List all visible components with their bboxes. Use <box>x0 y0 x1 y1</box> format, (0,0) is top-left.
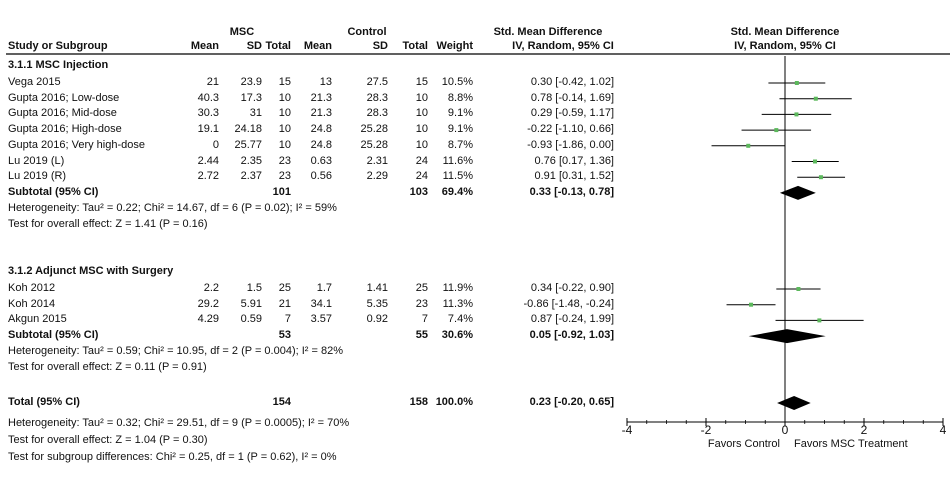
subtotal-msc-total: 101 <box>272 185 291 198</box>
study-ci: -0.86 [-1.48, -0.24] <box>523 297 614 310</box>
study-weight: 8.8% <box>447 91 473 104</box>
subgroup-overall-effect: Test for overall effect: Z = 1.41 (P = 0.16) <box>8 217 208 230</box>
msc-sd: 24.18 <box>234 123 262 136</box>
subtotal-label: Subtotal (95% CI) <box>8 329 99 342</box>
study-weight: 11.9% <box>442 282 473 294</box>
study-weight: 11.3% <box>442 297 473 310</box>
total-diamond <box>777 396 811 410</box>
header-total1: Total <box>265 40 291 52</box>
study-name: Gupta 2016; Low-dose <box>8 91 120 104</box>
header-sd1: SD <box>246 40 262 52</box>
control-total: 7 <box>421 313 428 326</box>
total-msc-n: 154 <box>272 396 291 408</box>
control-total: 10 <box>415 123 428 136</box>
subgroup-title: 3.1.1 MSC Injection <box>8 59 109 71</box>
msc-mean: 30.3 <box>197 107 219 120</box>
msc-total: 15 <box>278 76 291 88</box>
point-estimate <box>814 97 818 101</box>
control-mean: 13 <box>319 76 332 88</box>
control-sd: 28.3 <box>366 91 388 104</box>
study-name: Gupta 2016; High-dose <box>8 123 122 136</box>
subgroup-overall-effect: Test for overall effect: Z = 0.11 (P = 0.91) <box>8 360 207 373</box>
point-estimate <box>795 81 799 85</box>
study-ci: 0.78 [-0.14, 1.69] <box>530 91 614 104</box>
msc-mean: 2.2 <box>203 282 219 294</box>
point-estimate <box>749 303 753 307</box>
header-mean1: Mean <box>190 40 219 52</box>
study-ci: 0.30 [-0.42, 1.02] <box>530 76 614 88</box>
msc-mean: 0 <box>212 138 219 151</box>
control-sd: 2.29 <box>366 170 388 183</box>
control-sd: 0.92 <box>366 313 388 326</box>
subtotal-label: Subtotal (95% CI) <box>8 185 99 198</box>
subgroup-heterogeneity: Heterogeneity: Tau² = 0.22; Chi² = 14.67, df = 6 (P = 0.02); I² = 59% <box>8 201 337 214</box>
header-smd-left-sub: IV, Random, 95% CI <box>512 40 614 52</box>
msc-sd: 0.59 <box>240 313 262 326</box>
msc-total: 21 <box>278 297 291 310</box>
point-estimate <box>746 144 750 148</box>
study-ci: 0.91 [0.31, 1.52] <box>534 170 614 183</box>
control-mean: 24.8 <box>310 138 332 151</box>
control-sd: 25.28 <box>360 123 388 136</box>
subgroup-title: 3.1.2 Adjunct MSC with Surgery <box>8 265 174 277</box>
subtotal-diamond <box>749 329 826 343</box>
total-control-n: 158 <box>409 396 428 408</box>
total-ci: 0.23 [-0.20, 0.65] <box>529 396 614 408</box>
subtotal-control-total: 103 <box>409 185 428 198</box>
x-tick-label: -4 <box>621 423 633 437</box>
control-total: 24 <box>415 170 428 183</box>
header-study: Study or Subgroup <box>8 40 108 52</box>
header-smd-right: Std. Mean Difference <box>730 26 840 38</box>
subtotal-control-total: 55 <box>415 329 428 342</box>
study-ci: 0.29 [-0.59, 1.17] <box>530 107 614 120</box>
subtotal-ci: 0.33 [-0.13, 0.78] <box>529 185 614 198</box>
x-tick-label: -2 <box>700 423 712 437</box>
control-total: 25 <box>415 282 428 294</box>
msc-mean: 19.1 <box>197 123 219 136</box>
msc-sd: 2.37 <box>240 170 262 183</box>
control-total: 10 <box>415 107 428 120</box>
control-total: 24 <box>415 154 428 167</box>
favors-msc-label: Favors MSC Treatment <box>794 438 908 450</box>
control-total: 23 <box>415 297 428 310</box>
msc-total: 10 <box>278 91 291 104</box>
control-mean: 21.3 <box>310 107 332 120</box>
control-mean: 24.8 <box>310 123 332 136</box>
study-ci: 0.87 [-0.24, 1.99] <box>530 313 614 326</box>
total-label: Total (95% CI) <box>8 396 80 408</box>
control-sd: 2.31 <box>366 154 388 167</box>
study-weight: 10.5% <box>441 76 473 88</box>
msc-mean: 2.72 <box>197 170 219 183</box>
msc-total: 10 <box>278 123 291 136</box>
study-name: Lu 2019 (L) <box>8 154 65 167</box>
control-total: 10 <box>415 138 428 151</box>
point-estimate <box>819 175 823 179</box>
total-overall-effect: Test for overall effect: Z = 1.04 (P = 0.30) <box>8 434 208 446</box>
header-control: Control <box>347 26 387 38</box>
control-mean: 0.63 <box>310 154 332 167</box>
control-sd: 28.3 <box>366 107 388 120</box>
study-name: Lu 2019 (R) <box>8 170 67 183</box>
subgroup-differences: Test for subgroup differences: Chi² = 0.25, df = 1 (P = 0.62), I² = 0% <box>8 451 337 463</box>
msc-mean: 21 <box>206 76 219 88</box>
msc-total: 23 <box>278 154 291 167</box>
subtotal-weight: 69.4% <box>441 185 473 198</box>
study-weight: 7.4% <box>447 313 473 326</box>
msc-sd: 31 <box>249 107 262 120</box>
subtotal-weight: 30.6% <box>441 329 473 342</box>
msc-total: 7 <box>284 313 291 326</box>
study-name: Koh 2012 <box>8 282 56 294</box>
control-mean: 1.7 <box>316 282 332 294</box>
point-estimate <box>796 287 800 291</box>
msc-total: 25 <box>278 282 291 294</box>
x-tick-label: 0 <box>781 423 789 437</box>
favors-control-label: Favors Control <box>707 438 780 450</box>
subtotal-ci: 0.05 [-0.92, 1.03] <box>529 329 614 342</box>
control-total: 15 <box>415 76 428 88</box>
msc-sd: 17.3 <box>240 91 262 104</box>
study-weight: 9.1% <box>447 107 473 120</box>
msc-sd: 1.5 <box>246 282 262 294</box>
subtotal-msc-total: 53 <box>278 329 291 342</box>
header-msc: MSC <box>229 26 255 38</box>
study-name: Gupta 2016; Very high-dose <box>8 138 145 151</box>
study-weight: 9.1% <box>447 123 473 136</box>
study-ci: 0.76 [0.17, 1.36] <box>534 154 614 167</box>
header-weight: Weight <box>436 40 473 52</box>
study-ci: -0.22 [-1.10, 0.66] <box>527 123 614 136</box>
control-mean: 34.1 <box>310 297 332 310</box>
point-estimate <box>794 112 798 116</box>
control-sd: 25.28 <box>360 138 388 151</box>
msc-sd: 5.91 <box>240 297 262 310</box>
study-name: Akgun 2015 <box>8 313 67 326</box>
control-sd: 5.35 <box>366 297 388 310</box>
total-weight: 100.0% <box>435 396 473 408</box>
msc-total: 10 <box>278 107 291 120</box>
msc-total: 10 <box>278 138 291 151</box>
subgroup-heterogeneity: Heterogeneity: Tau² = 0.59; Chi² = 10.95, df = 2 (P = 0.004); I² = 82% <box>8 344 343 357</box>
study-name: Gupta 2016; Mid-dose <box>8 107 117 120</box>
point-estimate <box>813 160 817 164</box>
control-mean: 0.56 <box>310 170 332 183</box>
total-heterogeneity: Heterogeneity: Tau² = 0.32; Chi² = 29.51, df = 9 (P = 0.0005); I² = 70% <box>8 417 350 429</box>
study-weight: 11.6% <box>442 154 473 167</box>
control-sd: 27.5 <box>366 76 388 88</box>
x-tick-label: 2 <box>860 423 868 437</box>
study-name: Koh 2014 <box>8 297 56 310</box>
header-smd-right-sub: IV, Random, 95% CI <box>734 40 836 52</box>
point-estimate <box>774 128 778 132</box>
msc-sd: 25.77 <box>234 138 262 151</box>
study-ci: 0.34 [-0.22, 0.90] <box>530 282 614 294</box>
msc-mean: 4.29 <box>197 313 219 326</box>
msc-sd: 2.35 <box>240 154 262 167</box>
control-sd: 1.41 <box>366 282 388 294</box>
study-name: Vega 2015 <box>8 76 61 88</box>
study-ci: -0.93 [-1.86, 0.00] <box>527 138 614 151</box>
msc-mean: 40.3 <box>197 91 219 104</box>
header-total2: Total <box>402 40 428 52</box>
control-mean: 3.57 <box>310 313 332 326</box>
point-estimate <box>817 318 821 322</box>
control-mean: 21.3 <box>310 91 332 104</box>
header-smd-left: Std. Mean Difference <box>493 26 603 38</box>
msc-sd: 23.9 <box>240 76 262 88</box>
msc-mean: 29.2 <box>197 297 219 310</box>
control-total: 10 <box>415 91 428 104</box>
msc-total: 23 <box>278 170 291 183</box>
header-mean2: Mean <box>303 40 332 52</box>
x-tick-label: 4 <box>939 423 947 437</box>
study-weight: 8.7% <box>447 138 473 151</box>
header-sd2: SD <box>372 40 388 52</box>
msc-mean: 2.44 <box>197 154 219 167</box>
study-weight: 11.5% <box>442 170 473 183</box>
